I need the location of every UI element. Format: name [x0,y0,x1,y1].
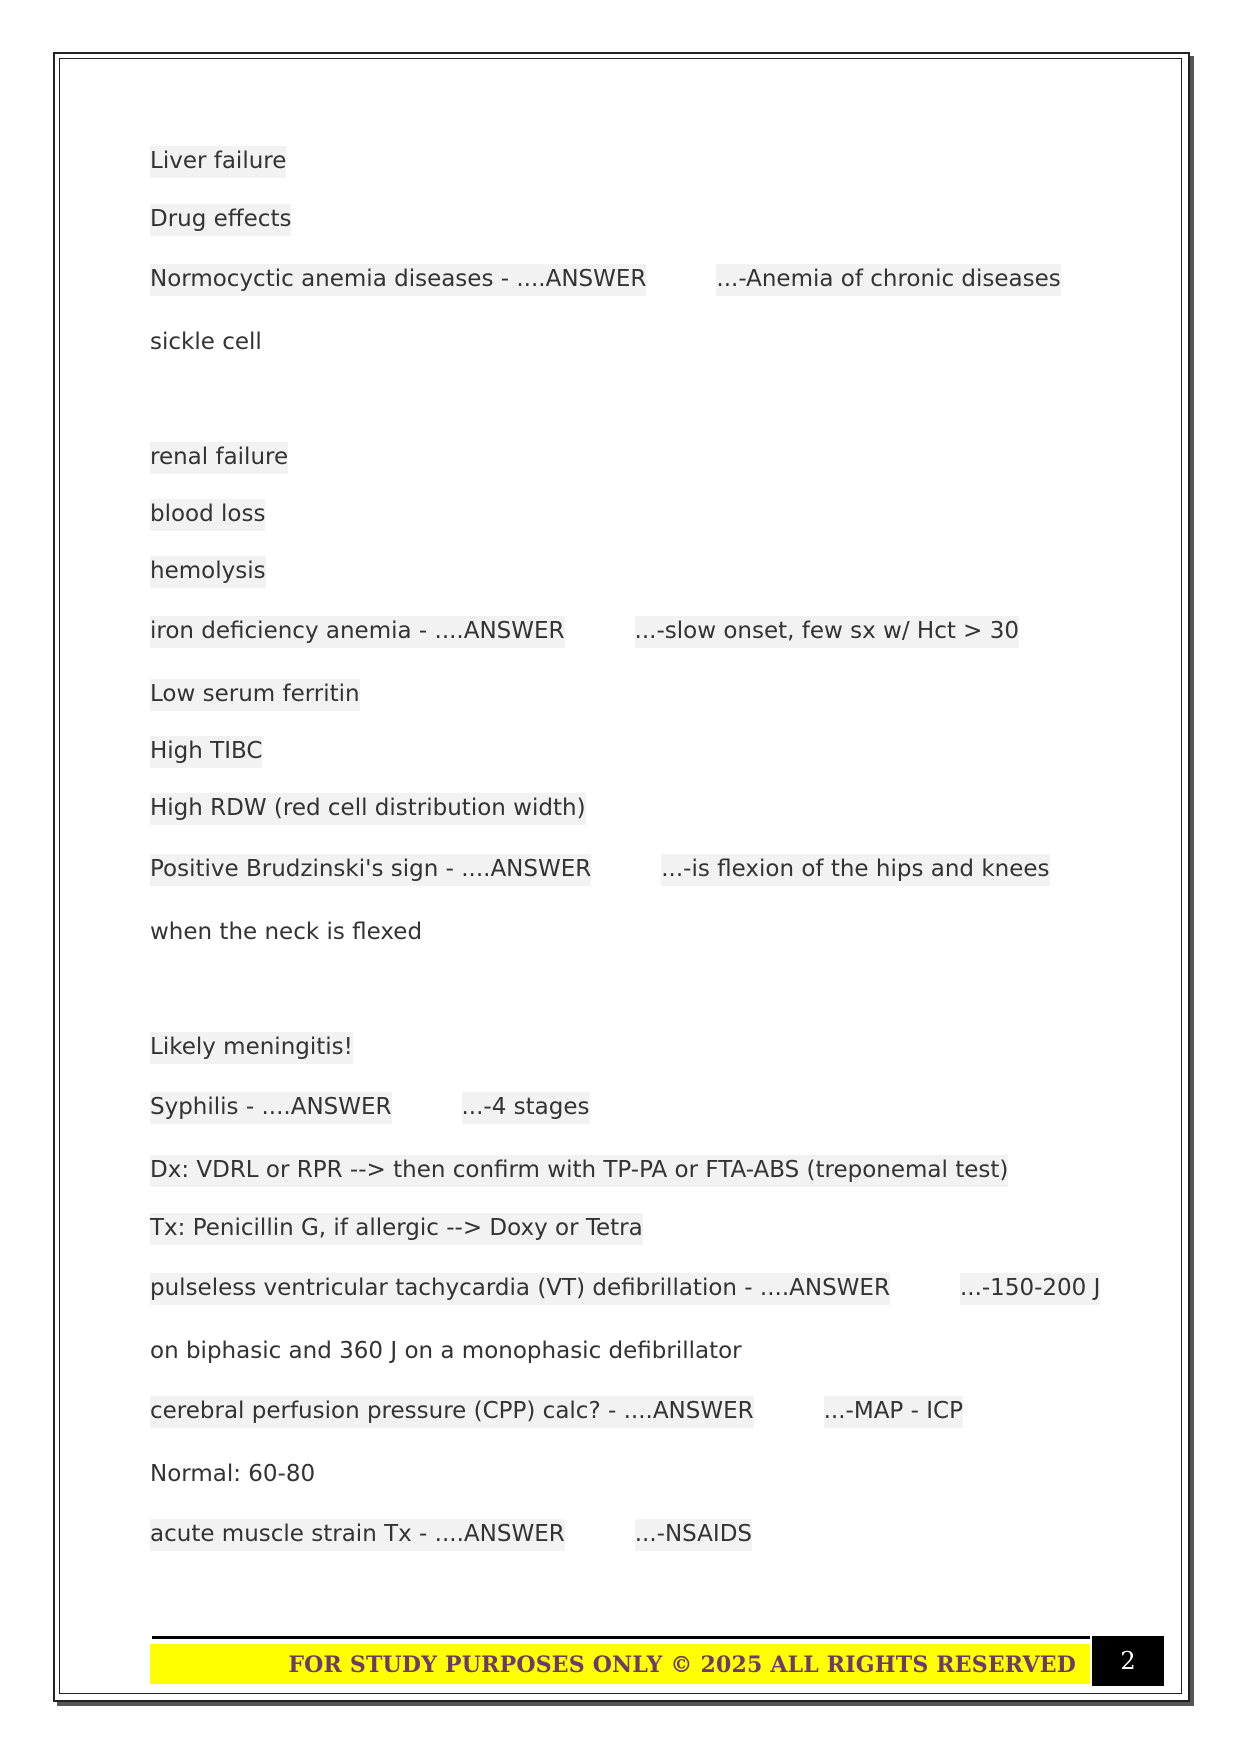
text-line: blood loss [150,501,265,527]
text-line: High TIBC [150,738,262,764]
qa-line: iron deficiency anemia - ....ANSWER ...-slow onset, few sx w/ Hct > 30 [150,618,1019,644]
text-line: Dx: VDRL or RPR --> then confirm with TP-PA or FTA-ABS (treponemal test) [150,1157,1008,1183]
footer-band [150,1644,1090,1684]
text-line: sickle cell [150,329,262,355]
text-line: on biphasic and 360 J on a monophasic defibrillator [150,1338,742,1364]
text-line: Normal: 60-80 [150,1461,316,1487]
qa-line: cerebral perfusion pressure (CPP) calc? - ....ANSWER ...-MAP - ICP [150,1398,963,1424]
qa-line: Positive Brudzinski's sign - ....ANSWER ...-is flexion of the hips and knees [150,856,1050,882]
text-line: hemolysis [150,558,266,584]
text-line: renal failure [150,444,288,470]
qa-line: Normocyctic anemia diseases - ....ANSWER ...-Anemia of chronic diseases [150,266,1061,292]
page-number: 2 [1092,1636,1164,1686]
text-line: Low serum ferritin [150,681,360,707]
footer-copyright: FOR STUDY PURPOSES ONLY © 2025 ALL RIGHTS RESERVED [288,1652,1076,1678]
qa-line: acute muscle strain Tx - ....ANSWER ...-NSAIDS [150,1521,752,1547]
text-line: Tx: Penicillin G, if allergic --> Doxy or Tetra [150,1215,643,1241]
text-line: Liver failure [150,148,286,174]
text-line: Drug effects [150,206,291,232]
text-line: when the neck is flexed [150,919,423,945]
text-line: Likely meningitis! [150,1034,353,1060]
qa-line: Syphilis - ....ANSWER ...-4 stages [150,1094,590,1120]
qa-line: pulseless ventricular tachycardia (VT) defibrillation - ....ANSWER ...-150-200 J [150,1275,1100,1301]
text-line: High RDW (red cell distribution width) [150,795,586,821]
footer-rule [152,1636,1090,1639]
